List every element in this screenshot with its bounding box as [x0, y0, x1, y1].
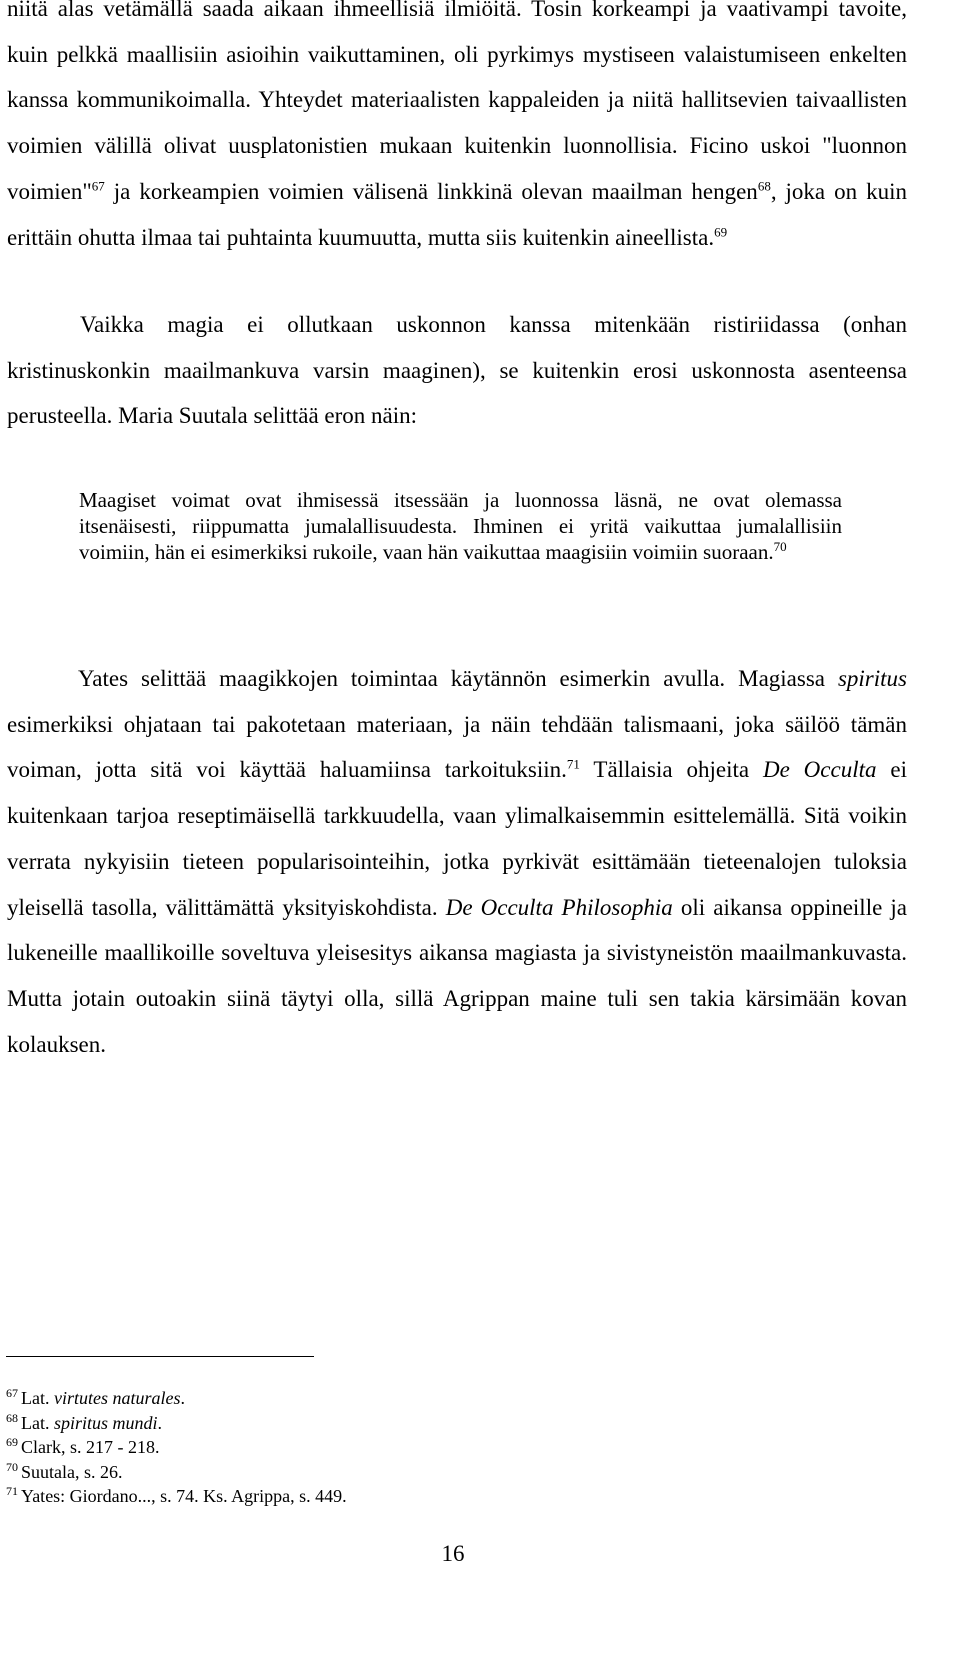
paragraph-text: niitä alas vetämällä saada aikaan ihmeellisiä ilmiöitä. Tosin korkeampi ja vaativampi tavoite, kuin pelkkä maallisiin asioihin vaikuttaminen, oli pyrkimys mystiseen valaistumiseen enkelten kanssa kommunikoimalla. Yhteydet materiaalisten kappaleiden ja niitä hallitsevien taivaallisten voimien välillä olivat uusplatonistien mukaan kuitenkin luonnollisia. Ficino uskoi "luonnon voimien": [7, 0, 907, 204]
footnote-italic: virtutes naturales: [54, 1388, 181, 1408]
footnote-ref-67[interactable]: 67: [91, 178, 105, 194]
paragraph-text: esimerkiksi ohjataan tai pakotetaan materiaan, ja näin tehdään talismaani, joka säilöö tämän voiman, jotta sitä voi käyttää haluamiinsa tarkoituksiin.: [7, 711, 907, 783]
italic-term: spiritus: [837, 666, 907, 691]
footnote-text-end: .: [180, 1388, 185, 1408]
footnote-text: Lat.: [21, 1412, 54, 1433]
footnote-separator: [6, 1356, 314, 1357]
paragraph-text: ei kuitenkaan tarjoa reseptimäisellä tarkkuudella, vaan ylimalkaisemmin esittelemällä. Sitä voikin verrata nykyisiin tieteen popularisointeihin, jotka pyrkivät esittämään tieteenalojen tuloksia yleisellä tasolla, välittämättä yksityiskohdista.: [7, 757, 907, 920]
footnote-italic: spiritus mundi: [54, 1412, 158, 1433]
footnote-number: 69: [6, 1435, 18, 1449]
footnote-item: [6, 1435, 706, 1460]
footnote-number: 70: [6, 1459, 18, 1474]
footnote-number: 67: [6, 1386, 18, 1400]
footnote-ref-68[interactable]: 68: [757, 178, 771, 194]
paragraph-text: Tällaisia ohjeita: [579, 757, 763, 783]
footnote-item: [6, 1484, 706, 1509]
footnote-number: 71: [6, 1484, 18, 1498]
footnote-item: [6, 1386, 706, 1411]
footnote-ref-70[interactable]: 70: [773, 539, 787, 554]
paragraph-text: Yates selittää maagikkojen toimintaa käytännön esimerkin avulla. Magiassa: [78, 666, 838, 691]
footnote-number: 68: [6, 1410, 18, 1425]
paragraph-text: oli aikansa oppineille ja lukeneille maallikoille soveltuva yleisesitys aikansa magiasta ja sivistyneistön maailmankuvasta. Mutta jotain outoakin siinä täytyi olla, sillä Agrippan maine tuli sen takia kärsimään kovan kolauksen.: [7, 894, 908, 1057]
footnotes: [6, 1386, 706, 1509]
paragraph-text: ja korkeampien voimien välisenä linkkinä olevan maailman hengen: [104, 178, 758, 204]
page-number: 16: [441, 1541, 465, 1566]
footnote-ref-71[interactable]: 71: [566, 756, 580, 772]
footnote-item: [6, 1411, 706, 1436]
footnote-text: Clark, s. 217 - 218.: [21, 1437, 160, 1457]
paragraph-yates: [7, 656, 907, 1067]
footnote-text: Yates: Giordano..., s. 74. Ks. Agrippa, s. 449.: [21, 1486, 347, 1506]
footnote-text: Suutala, s. 26.: [21, 1461, 123, 1482]
block-quote: [79, 487, 842, 565]
paragraph-text: , joka on kuin erittäin ohutta ilmaa tai puhtainta kuumuutta, mutta siis kuitenkin aineellista.: [7, 178, 907, 250]
paragraph-ficino: [7, 0, 907, 260]
italic-title: De Occulta Philosophia: [445, 894, 673, 920]
footnote-text: Lat.: [21, 1388, 54, 1408]
footnote-ref-69[interactable]: 69: [714, 223, 728, 239]
quote-text: Maagiset voimat ovat ihmisessä itsessään ja luonnossa läsnä, ne ovat olemassa itsenäisesti, riippumatta jumalallisuudesta. Ihminen ei yritä vaikuttaa jumalallisiin voimiin, hän ei esimerkiksi rukoile, vaan hän vaikuttaa maagisiin voimiin suoraan.: [79, 488, 842, 564]
footnote-item: [6, 1460, 706, 1485]
italic-title: De Occulta: [762, 757, 877, 783]
footnote-text-end: .: [157, 1412, 163, 1433]
paragraph-magic-religion: Vaikka magia ei ollutkaan uskonnon kanssa mitenkään ristiriidassa (onhan kristinuskonkin maailmankuva varsin maaginen), se kuitenkin erosi uskonnosta asenteensa perusteella. Maria Suutala selittää eron näin:: [7, 312, 907, 429]
